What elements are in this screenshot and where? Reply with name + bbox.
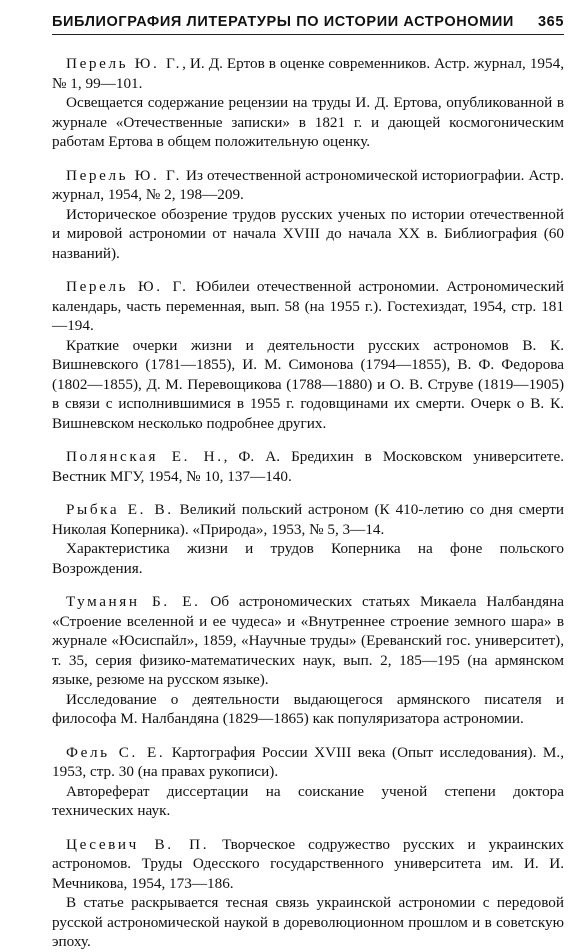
entry-author: Фель С. Е. — [66, 743, 166, 761]
entry-citation-text: Из отечественной астрономической историографии. Астр. журнал, 1954, № 2, 198—209. — [52, 166, 564, 203]
entry-citation — [52, 166, 564, 205]
entry-annotation: Исследование о деятельности выдающегося армянского писателя и философа М. Налбандяна (1829—1865) как популяризатора астрономии. — [52, 690, 564, 727]
entry-citation — [52, 500, 564, 539]
entry-annotation: Освещается содержание рецензии на труды И. Д. Ертова, опубликованной в журнале «Отечественные записки» в 1821 г. и дающей космогоническим работам Ертова в общем положительную оценку. — [52, 94, 564, 150]
bibliography-entry — [52, 277, 564, 433]
entry-author: Рыбка Е. В. — [66, 501, 174, 518]
entry-citation-text: Творческое содружество русских и украинских астрономов. Труды Одесского государственного университета им. И. И. Мечникова, 1954, 173—186. — [52, 835, 565, 892]
running-header — [52, 14, 564, 35]
entry-citation-text: Об астрономических статьях Микаела Налбандяна «Строение вселенной и ее чудеса» и «Внутреннее строение земного шара» в журнале «Юсиспайл», 1859, «Научные труды» (Ереванский гос. университет), т. 35, серия физико-математических наук, вып. 2, 185—195 (на армянском языке, резюме на русском языке). — [52, 593, 564, 688]
bibliography-entry — [52, 166, 564, 264]
entry-citation-text: Великий польский астроном (К 410-летию со дня смерти Николая Коперника). «Природа», 1953, № 5, 3—14. — [52, 501, 564, 538]
bibliography-entry — [52, 500, 564, 578]
page-number: 365 — [538, 14, 564, 30]
running-title: БИБЛИОГРАФИЯ ЛИТЕРАТУРЫ ПО ИСТОРИИ АСТРОНОМИИ — [52, 14, 514, 30]
entry-citation — [52, 592, 564, 690]
entry-annotation: Историческое обозрение трудов русских ученых по истории отечественной и мировой астрономии от начала XVIII до начала XX в. Библиография (60 названий). — [52, 205, 564, 262]
entry-citation — [52, 835, 564, 894]
bibliography-entry — [52, 447, 564, 486]
entry-citation — [52, 447, 564, 486]
entry-author: Перель Ю. Г. — [66, 55, 183, 72]
entry-author: Полянская Е. Н. — [66, 448, 224, 465]
entry-citation — [52, 277, 564, 336]
bibliography-entry — [52, 592, 564, 729]
bibliography-entry — [52, 743, 564, 821]
entry-citation — [52, 743, 564, 782]
entry-annotation: Автореферат диссертации на соискание ученой степени доктора технических наук. — [52, 782, 564, 819]
entry-citation-text: , Ф. А. Бредихин в Московском университете. Вестник МГУ, 1954, № 10, 137—140. — [52, 448, 564, 485]
entry-citation-text: Юбилеи отечественной астрономии. Астрономический календарь, часть переменная, вып. 58 (на 1955 г.). Гостехиздат, 1954, стр. 181—194. — [52, 278, 564, 334]
entry-citation-text: Картография России XVIII века (Опыт исследования). М., 1953, стр. 30 (на правах рукописи). — [52, 743, 564, 780]
entry-annotation: Характеристика жизни и трудов Коперника на фоне польского Возрождения. — [52, 540, 564, 577]
entry-author: Туманян Б. Е. — [66, 593, 201, 610]
entry-citation — [52, 54, 564, 93]
entry-author: Перель Ю. Г. — [66, 278, 189, 295]
entry-citation-text: , И. Д. Ертов в оценке современников. Астр. журнал, 1954, № 1, 99—101. — [52, 55, 564, 92]
entry-author: Цесевич В. П. — [66, 835, 210, 853]
bibliography-entry — [52, 54, 564, 152]
bibliography-entry — [52, 835, 564, 952]
entry-annotation: В статье раскрывается тесная связь украинской астрономии с передовой русской астрономической наукой в дореволюционном прошлом и в советскую эпоху. — [52, 894, 564, 950]
entry-annotation: Краткие очерки жизни и деятельности русских астрономов В. К. Вишневского (1781—1855), И. М. Симонова (1794—1855), В. Ф. Федорова (1802—1855), Д. М. Перевощикова (1788—1880) и О. В. Струве (1819—1905) в связи с исполнившимися в 1955 г. годовщинами их смерти. Очерк о В. К. Вишневском несколько подробнее других. — [52, 336, 564, 432]
entry-author: Перель Ю. Г. — [66, 166, 183, 184]
